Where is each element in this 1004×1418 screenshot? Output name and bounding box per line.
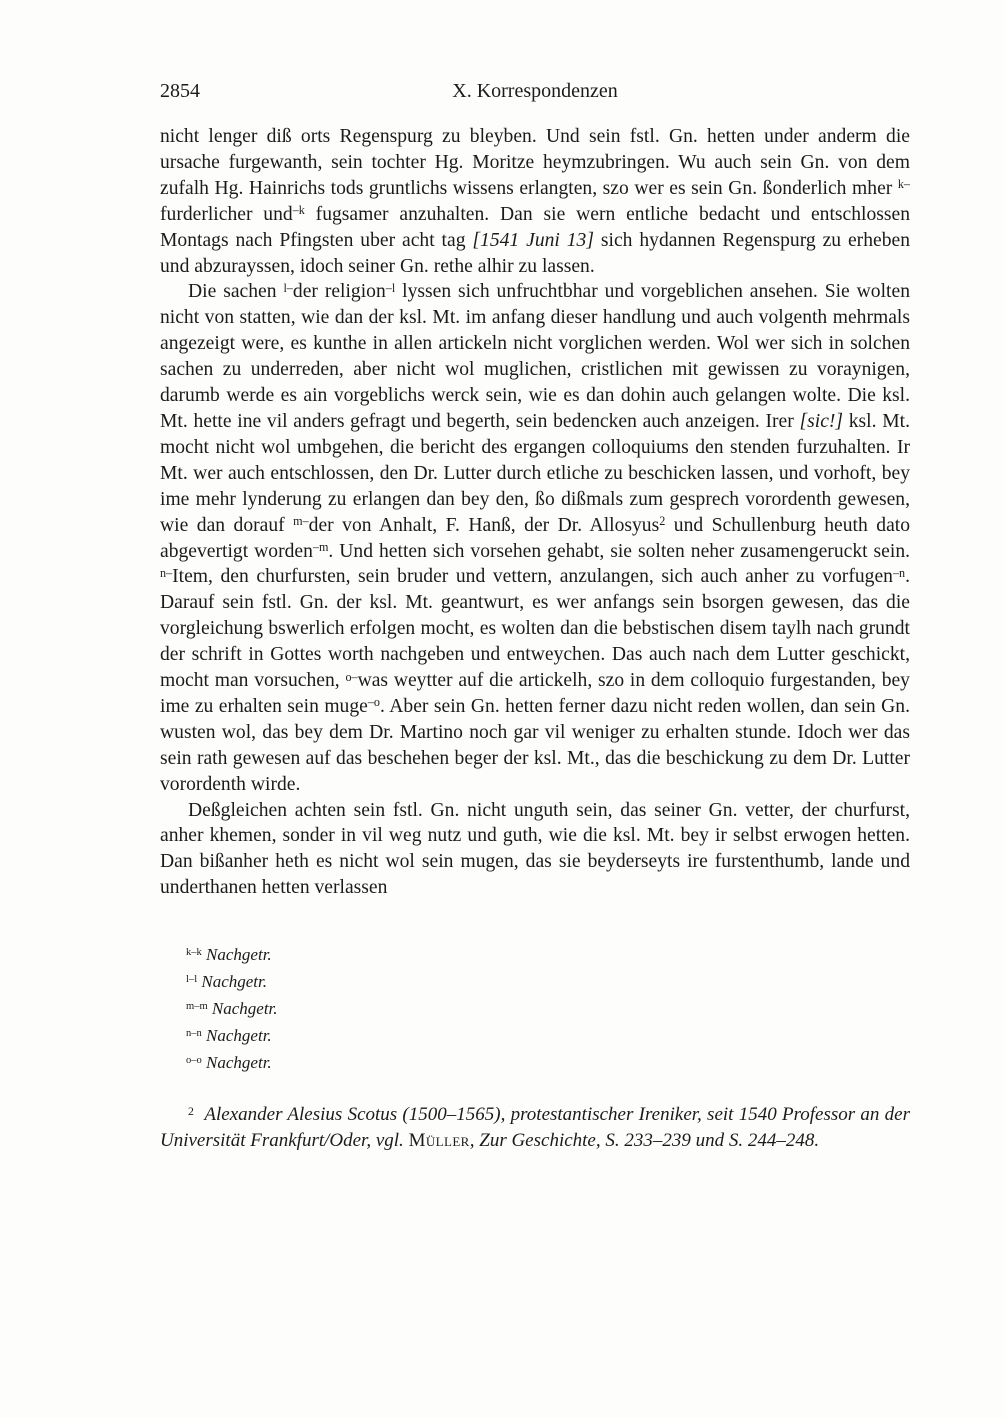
paragraph [160,279,910,797]
apparatus-label: l–l [186,974,198,986]
text-run: Deßgleichen achten sein fstl. Gn. nicht unguth sein, das seiner Gn. vetter, der churfurst, anher khemen, sonder in vil weg nutz und guth, wie die ksl. Mt. bey ir selbst erwogen hetten. Dan bißanher heth es nicht wol sein mugen, das sie beyderseyts ire furstenthumb, lande und underthanen hetten verlassen [160,799,910,899]
apparatus-text: Nachgetr. [201,1053,272,1073]
footnote-marker: 2 [188,1104,194,1118]
page-header [160,80,910,106]
text-run: . Aber sein Gn. hetten ferner dazu nicht reden wollen, dan sein Gn. wusten wol, das bey dem Dr. Martino noch gar vil weniger zu erhalten stunde. Idoch wer das sein rath gewesen auf das beschehen beger der ksl. Mt., das die beschickung zu dem Dr. Lutter vorordenth wirde. [160,695,910,795]
text-run: . Darauf sein fstl. Gn. der ksl. Mt. geantwurt, es wer anfangs sein bsorgen gewesen, das die vorgleichung bswerlich erfolgen mocht, es wolten dan die bebstischen disem taylh nach grundt der schrift in Gottes worth nachgeben und entweychen. Das auch nach dem Lutter geschickt, mocht man vorsuchen, [160,566,910,692]
apparatus-label: m–m [186,1001,208,1013]
text-run: was weytter auf die artickelh, szo in dem colloquio furgestanden, bey ime zu erhalten sein muge [160,670,910,717]
text-run: Alexander Alesius Scotus (1500–1565), protestantischer Ireniker, seit 1540 Professor an der Universität Frankfurt/Oder, vgl. [160,1104,911,1151]
apparatus-entry [186,1022,910,1049]
apparatus-text: Nachgetr. [201,945,272,965]
text-run: Müller [408,1129,470,1151]
apparatus-label: k–k [186,947,202,959]
superscript-marker: m– [293,514,309,529]
paragraph [160,798,910,902]
apparatus-label: n–n [186,1028,202,1040]
text-run: ksl. Mt. mocht nicht wol umbgehen, die bericht des ergangen colloquiums den stenden furzuhalten. Ir Mt. wer auch entschlossen, den Dr. Lutter durch etliche zu beschicken lassen, und vorhoft, bey ime mehr lynderung zu erlangen dan bey den, ßo dißmals zum gesprech vorordenth gewesen, wie dan dorauf [160,410,910,536]
apparatus-text: Nachgetr. [197,972,268,992]
text-run: der religion [292,281,386,303]
superscript-marker: l– [283,280,293,295]
superscript-marker: –k [292,203,305,218]
superscript-marker: o– [345,669,358,684]
page-number: 2854 [160,80,200,102]
text-run: [sic!] [799,410,844,432]
superscript-marker: n– [160,565,173,580]
text-run: [1541 Juni 13] [472,229,594,251]
superscript-marker: –n [892,565,906,580]
text-run: , Zur Geschichte, S. 233–239 und S. 244–248. [469,1129,820,1151]
critical-apparatus [186,941,910,1076]
text-run: der von Anhalt, F. Hanß, der Dr. Allosyus [308,514,660,536]
text-run: sich hydannen Regenspurg zu erheben und abzurayssen, idoch seiner Gn. rethe alhir zu lassen. [160,229,910,277]
superscript-marker: k– [897,177,910,192]
footnotes-section [160,1102,910,1153]
text-run: . Und hetten sich vorsehen gehabt, sie solten neher zusamengeruckt sein. [328,540,911,562]
footnote [160,1102,910,1153]
apparatus-text: Nachgetr. [207,999,278,1019]
text-run: furderlicher und [160,203,293,225]
apparatus-entry [186,968,910,995]
paragraph [160,124,910,279]
superscript-marker: –o [367,695,380,710]
apparatus-entry [186,995,910,1022]
text-run: und Schullenburg heuth dato abgevertigt worden [160,514,911,562]
apparatus-text: Nachgetr. [201,1026,272,1046]
main-text [160,124,910,901]
text-run: Item, den churfursten, sein bruder und vettern, anzulangen, sich auch anher zu vorfugen [172,566,893,588]
superscript-marker: –m [312,540,329,555]
text-run: fugsamer anzuhalten. Dan sie wern entliche bedacht und entschlossen Montags nach Pfingsten uber acht tag [160,203,910,251]
running-title: X. Korrespondenzen [452,80,618,102]
apparatus-entry [186,941,910,968]
superscript-marker: –l [385,280,396,295]
superscript-marker: 2 [659,514,666,529]
text-run: nicht lenger diß orts Regenspurg zu bleyben. Und sein fstl. Gn. hetten under anderm die ursache furgewanth, sein tochter Hg. Moritze heymzubringen. Wu auch sein Gn. von dem zufalh Hg. Hainrichs tods gruntlichs wissens erlangten, szo wer es sein Gn. ßonderlich mher [160,126,910,199]
text-run: lyssen sich unfruchtbhar und vorgeblichen ansehen. Sie wolten nicht von statten, wie dan der ksl. Mt. im anfang dieser handlung und auch volgenth mehrmals angezeigt were, es kunthe in allen artickeln nicht vorglichen werden. Wol wer sich in solchen sachen zu underreden, aber nicht wol muglichen, cristlichen mit gewissen zu voraynigen, darumb werde es ain vorgeblichs werck sein, wie es dan dohin auch gelangen wolte. Die ksl. Mt. hette ine vil anders gefragt und begerth, sein bedencken auch anzeigen. Irer [160,281,910,432]
text-run: Die sachen [188,281,284,303]
apparatus-entry [186,1049,910,1076]
apparatus-label: o–o [186,1055,202,1067]
